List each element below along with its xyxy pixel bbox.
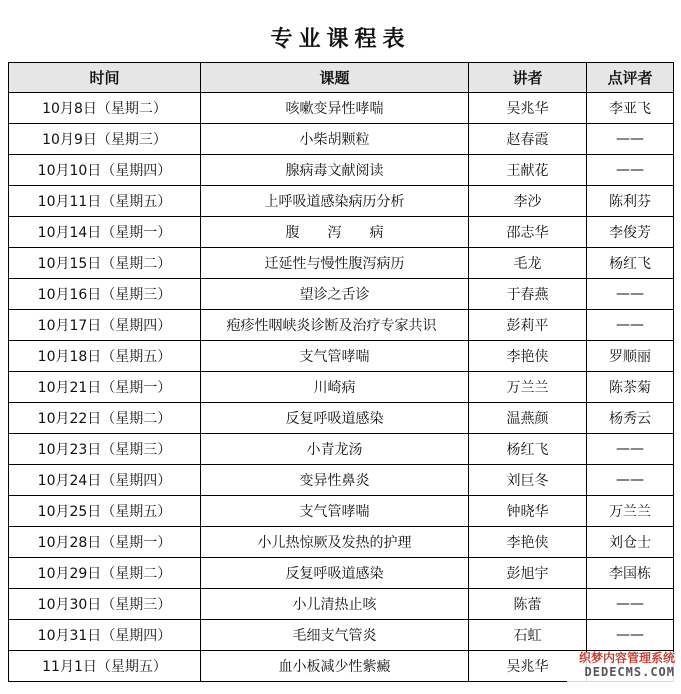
cell-topic: 小柴胡颗粒 bbox=[201, 124, 469, 155]
cell-reviewer: —— bbox=[587, 155, 674, 186]
site-watermark bbox=[567, 652, 675, 690]
schedule-table bbox=[8, 62, 674, 682]
cell-speaker: 温燕颜 bbox=[469, 403, 587, 434]
cell-speaker: 钟晓华 bbox=[469, 496, 587, 527]
table-row bbox=[9, 465, 674, 496]
header-speaker: 讲者 bbox=[469, 63, 587, 93]
table-row bbox=[9, 93, 674, 124]
cell-reviewer: 刘仓士 bbox=[587, 527, 674, 558]
cell-topic: 支气管哮喘 bbox=[201, 496, 469, 527]
cell-time: 10月10日（星期四） bbox=[9, 155, 201, 186]
cell-topic: 疱疹性咽峡炎诊断及治疗专家共识 bbox=[201, 310, 469, 341]
cell-topic: 小儿清热止咳 bbox=[201, 589, 469, 620]
cell-speaker: 万兰兰 bbox=[469, 372, 587, 403]
cell-reviewer: 陈利芬 bbox=[587, 186, 674, 217]
table-row bbox=[9, 496, 674, 527]
cell-time: 10月23日（星期三） bbox=[9, 434, 201, 465]
cell-time: 10月28日（星期一） bbox=[9, 527, 201, 558]
table-row bbox=[9, 372, 674, 403]
cell-speaker: 于春燕 bbox=[469, 279, 587, 310]
cell-topic: 上呼吸道感染病历分析 bbox=[201, 186, 469, 217]
header-reviewer: 点评者 bbox=[587, 63, 674, 93]
cell-reviewer: 李国栋 bbox=[587, 558, 674, 589]
table-row bbox=[9, 434, 674, 465]
table-row bbox=[9, 558, 674, 589]
cell-reviewer: —— bbox=[587, 434, 674, 465]
table-row bbox=[9, 217, 674, 248]
table-row bbox=[9, 155, 674, 186]
cell-topic: 支气管哮喘 bbox=[201, 341, 469, 372]
table-row bbox=[9, 620, 674, 651]
cell-time: 10月11日（星期五） bbox=[9, 186, 201, 217]
cell-time: 10月25日（星期五） bbox=[9, 496, 201, 527]
table-row bbox=[9, 341, 674, 372]
cell-time: 11月1日（星期五） bbox=[9, 651, 201, 682]
cell-speaker: 吴兆华 bbox=[469, 93, 587, 124]
cell-topic: 变异性鼻炎 bbox=[201, 465, 469, 496]
cell-speaker: 彭莉平 bbox=[469, 310, 587, 341]
table-row bbox=[9, 279, 674, 310]
table-row bbox=[9, 186, 674, 217]
cell-reviewer: 万兰兰 bbox=[587, 496, 674, 527]
cell-reviewer: —— bbox=[587, 620, 674, 651]
cell-speaker: 杨红飞 bbox=[469, 434, 587, 465]
page-title: 专业课程表 bbox=[270, 27, 411, 52]
cell-speaker: 李艳侠 bbox=[469, 527, 587, 558]
cell-reviewer: —— bbox=[587, 279, 674, 310]
cell-topic: 反复呼吸道感染 bbox=[201, 558, 469, 589]
cell-topic: 血小板减少性紫癜 bbox=[201, 651, 469, 682]
cell-topic: 望诊之舌诊 bbox=[201, 279, 469, 310]
cell-time: 10月17日（星期四） bbox=[9, 310, 201, 341]
watermark-line-1: 织梦内容管理系统 bbox=[578, 651, 675, 665]
cell-topic: 川崎病 bbox=[201, 372, 469, 403]
table-row bbox=[9, 248, 674, 279]
cell-topic: 腹 泻 病 bbox=[201, 217, 469, 248]
table-row bbox=[9, 310, 674, 341]
cell-speaker: 彭旭宇 bbox=[469, 558, 587, 589]
table-header bbox=[9, 63, 674, 93]
cell-topic: 毛细支气管炎 bbox=[201, 620, 469, 651]
cell-topic: 小青龙汤 bbox=[201, 434, 469, 465]
cell-speaker: 石虹 bbox=[469, 620, 587, 651]
cell-time: 10月21日（星期一） bbox=[9, 372, 201, 403]
cell-topic: 迁延性与慢性腹泻病历 bbox=[201, 248, 469, 279]
cell-speaker: 陈蕾 bbox=[469, 589, 587, 620]
cell-reviewer: —— bbox=[587, 310, 674, 341]
table-row bbox=[9, 403, 674, 434]
cell-reviewer: 李亚飞 bbox=[587, 93, 674, 124]
cell-time: 10月30日（星期三） bbox=[9, 589, 201, 620]
cell-reviewer: 杨秀云 bbox=[587, 403, 674, 434]
watermark-line-2: DEDECMS.COM bbox=[584, 664, 675, 679]
cell-time: 10月31日（星期四） bbox=[9, 620, 201, 651]
cell-topic: 小儿热惊厥及发热的护理 bbox=[201, 527, 469, 558]
cell-reviewer: 李俊芳 bbox=[587, 217, 674, 248]
cell-speaker: 王献花 bbox=[469, 155, 587, 186]
header-row bbox=[9, 63, 674, 93]
cell-speaker: 刘巨冬 bbox=[469, 465, 587, 496]
cell-time: 10月29日（星期二） bbox=[9, 558, 201, 589]
header-topic: 课题 bbox=[201, 63, 469, 93]
cell-reviewer: —— bbox=[587, 465, 674, 496]
cell-speaker: 邵志华 bbox=[469, 217, 587, 248]
cell-speaker: 李沙 bbox=[469, 186, 587, 217]
cell-speaker: 李艳侠 bbox=[469, 341, 587, 372]
table-row bbox=[9, 124, 674, 155]
cell-time: 10月14日（星期一） bbox=[9, 217, 201, 248]
header-time: 时间 bbox=[9, 63, 201, 93]
cell-reviewer: —— bbox=[587, 589, 674, 620]
cell-time: 10月8日（星期二） bbox=[9, 93, 201, 124]
cell-reviewer: 杨红飞 bbox=[587, 248, 674, 279]
cell-speaker: 吴兆华 bbox=[469, 651, 587, 682]
cell-speaker: 赵春霞 bbox=[469, 124, 587, 155]
cell-speaker: 毛龙 bbox=[469, 248, 587, 279]
cell-time: 10月9日（星期三） bbox=[9, 124, 201, 155]
cell-reviewer: —— bbox=[587, 124, 674, 155]
cell-time: 10月16日（星期三） bbox=[9, 279, 201, 310]
cell-reviewer: 罗顺丽 bbox=[587, 341, 674, 372]
cell-topic: 腺病毒文献阅读 bbox=[201, 155, 469, 186]
cell-time: 10月18日（星期五） bbox=[9, 341, 201, 372]
table-body bbox=[9, 93, 674, 682]
cell-topic: 咳嗽变异性哮喘 bbox=[201, 93, 469, 124]
cell-time: 10月22日（星期二） bbox=[9, 403, 201, 434]
cell-time: 10月15日（星期二） bbox=[9, 248, 201, 279]
cell-time: 10月24日（星期四） bbox=[9, 465, 201, 496]
table-row bbox=[9, 589, 674, 620]
table-row bbox=[9, 527, 674, 558]
cell-topic: 反复呼吸道感染 bbox=[201, 403, 469, 434]
cell-reviewer: 陈茶菊 bbox=[587, 372, 674, 403]
